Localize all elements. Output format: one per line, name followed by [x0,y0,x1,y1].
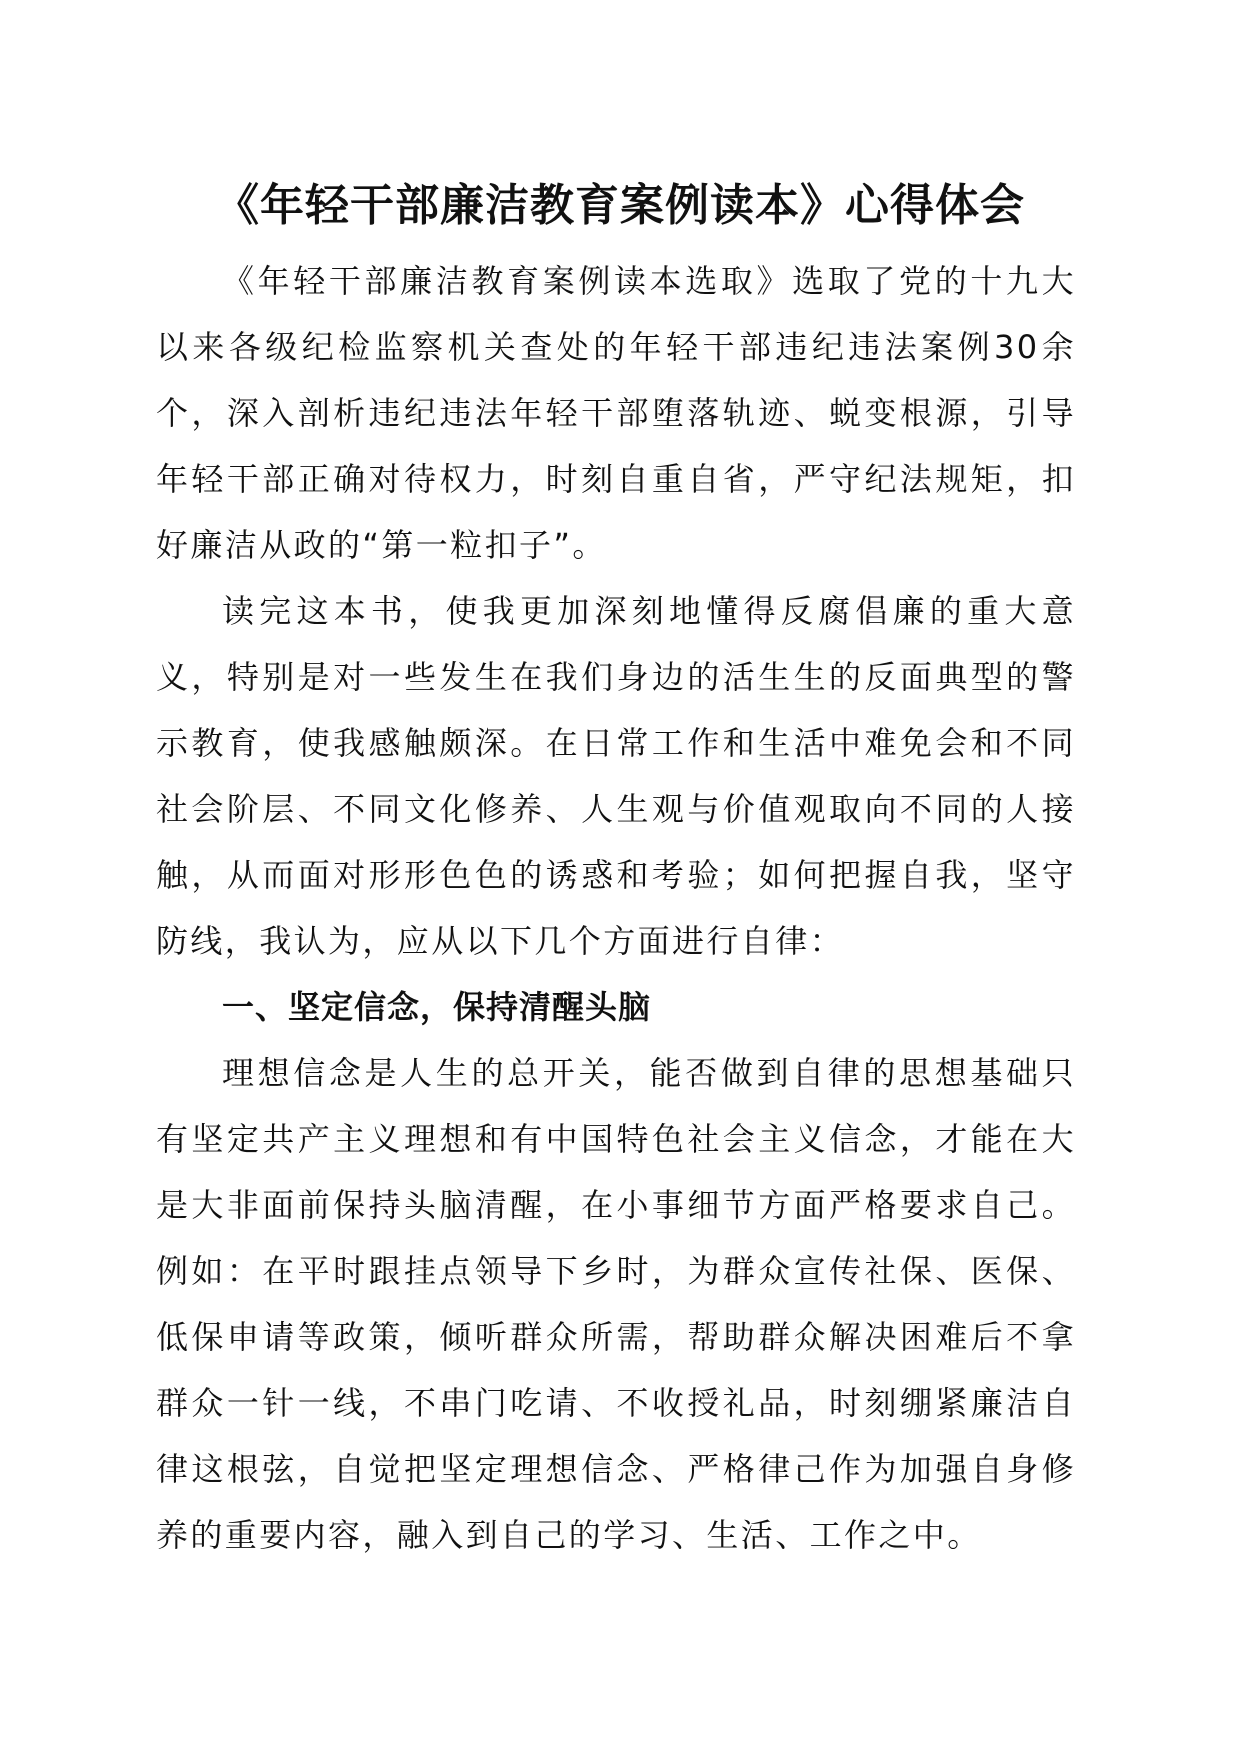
intro-paragraph: 《年轻干部廉洁教育案例读本选取》选取了党的十九大以来各级纪检监察机关查处的年轻干部违纪违法案例30余个，深入剖析违纪违法年轻干部堕落轨迹、蜕变根源，引导年轻干部正确对待权力，时刻自重自省，严守纪法规矩，扣好廉洁从政的“第一粒扣子”。 [156,262,1076,564]
document-title: 《年轻干部廉洁教育案例读本》心得体会 [215,180,1025,231]
section-heading: 一、坚定信念，保持清醒头脑 [222,988,652,1026]
section-paragraph: 理想信念是人生的总开关，能否做到自律的思想基础只有坚定共产主义理想和有中国特色社会主义信念，才能在大是大非面前保持头脑清醒，在小事细节方面严格要求自己。例如：在平时跟挂点领导下乡时，为群众宣传社保、医保、低保申请等政策，倾听群众所需，帮助群众解决困难后不拿群众一针一线，不串门吃请、不收授礼品，时刻绷紧廉洁自律这根弦，自觉把坚定理想信念、严格律己作为加强自身修养的重要内容，融入到自己的学习、生活、工作之中。 [156,1054,1076,1554]
reflection-paragraph: 读完这本书，使我更加深刻地懂得反腐倡廉的重大意义，特别是对一些发生在我们身边的活生生的反面典型的警示教育，使我感触颇深。在日常工作和生活中难免会和不同社会阶层、不同文化修养、人生观与价值观取向不同的人接触，从而面对形形色色的诱惑和考验；如何把握自我，坚守防线，我认为，应从以下几个方面进行自律： [156,592,1076,960]
